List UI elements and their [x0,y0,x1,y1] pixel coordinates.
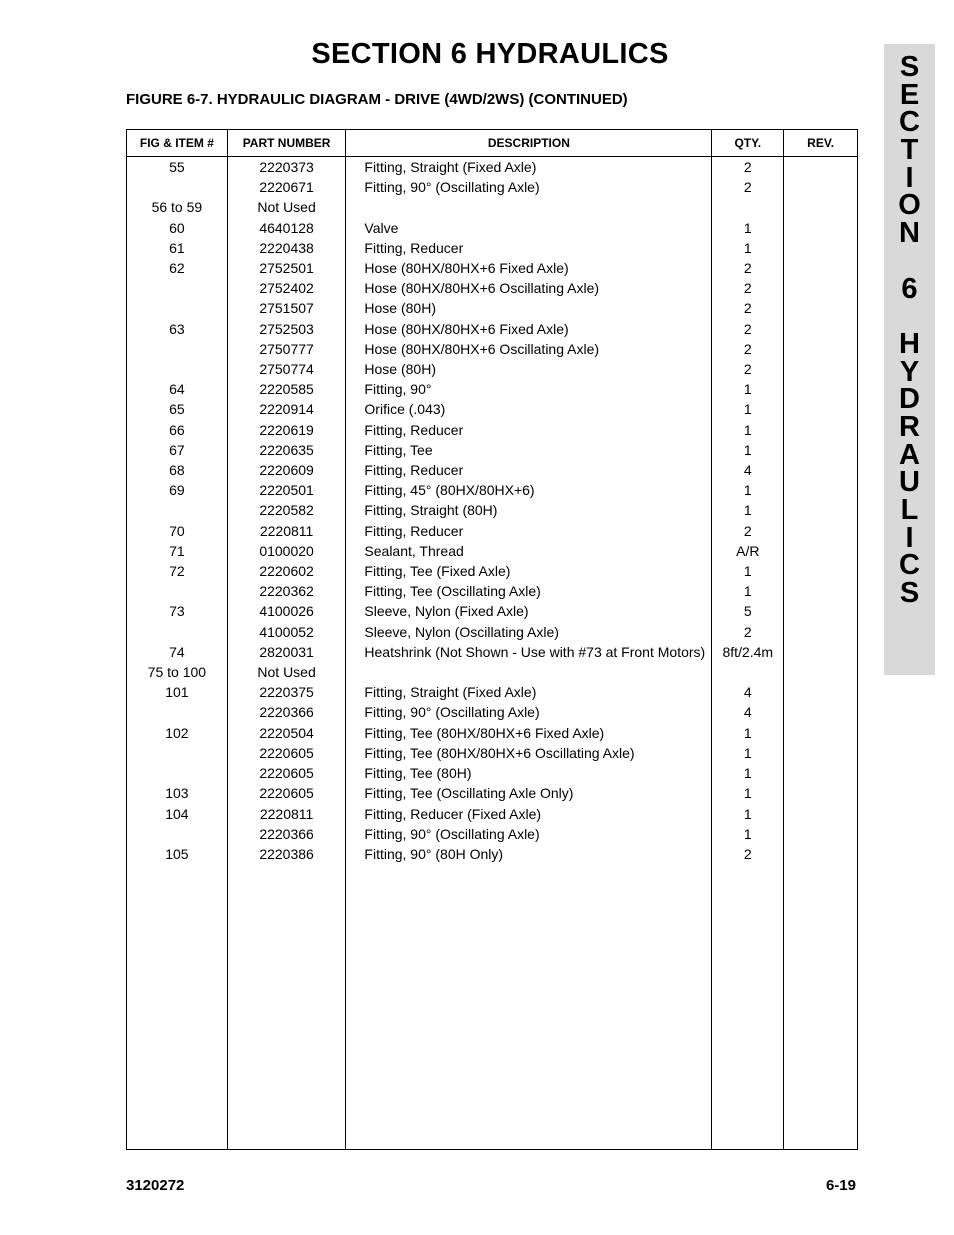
table-row [127,339,858,359]
part-number-cell: 0100020 [227,541,346,561]
table-filler-row [127,864,858,1149]
part-number-cell: 2220635 [227,440,346,460]
rev-cell [784,197,858,217]
qty-cell: 1 [712,804,784,824]
rev-cell [784,460,858,480]
part-number-cell: 2752503 [227,319,346,339]
qty-cell: 1 [712,480,784,500]
rev-cell [784,298,858,318]
rev-cell [784,601,858,621]
section-tab-letter: A [899,438,920,471]
rev-cell [784,399,858,419]
qty-cell: 4 [712,460,784,480]
description-cell: Fitting, 90° (Oscillating Axle) [346,702,712,722]
rev-cell [784,379,858,399]
table-row [127,218,858,238]
table-row [127,278,858,298]
qty-cell: 1 [712,723,784,743]
qty-cell: 4 [712,702,784,722]
part-number-cell: 4100026 [227,601,346,621]
description-cell: Fitting, Straight (Fixed Axle) [346,682,712,702]
fig-item-cell: 63 [127,319,228,339]
fig-item-cell [127,763,228,783]
fig-item-cell: 68 [127,460,228,480]
section-tab-letter: S [899,577,920,610]
qty-cell: 2 [712,844,784,864]
rev-cell [784,824,858,844]
qty-cell: 1 [712,561,784,581]
fig-item-cell: 61 [127,238,228,258]
description-cell: Fitting, Tee (80HX/80HX+6 Oscillating Axle) [346,743,712,763]
col-header-qty: QTY. [712,130,784,157]
qty-cell: 1 [712,218,784,238]
fig-item-cell: 60 [127,218,228,238]
rev-cell [784,581,858,601]
part-number-cell: 2220375 [227,682,346,702]
qty-cell: 2 [712,339,784,359]
description-cell: Hose (80HX/80HX+6 Fixed Axle) [346,319,712,339]
description-cell: Hose (80HX/80HX+6 Fixed Axle) [346,258,712,278]
rev-cell [784,763,858,783]
description-cell: Fitting, Tee (Oscillating Axle Only) [346,783,712,803]
section-tab-letter: C [899,106,920,139]
rev-cell [784,662,858,682]
part-number-cell: 4640128 [227,218,346,238]
fig-item-cell: 62 [127,258,228,278]
description-cell: Fitting, 90° (Oscillating Axle) [346,177,712,197]
rev-cell [784,804,858,824]
description-cell: Fitting, Tee [346,440,712,460]
description-cell: Fitting, 90° (Oscillating Axle) [346,824,712,844]
qty-cell: 2 [712,258,784,278]
qty-cell: 2 [712,319,784,339]
table-row [127,157,858,178]
table-row [127,783,858,803]
fig-item-cell [127,743,228,763]
section-tab-letter: I [905,161,914,194]
table-row [127,541,858,561]
section-tab-letter: L [900,494,919,526]
qty-cell: 2 [712,298,784,318]
part-number-cell: 2220811 [227,521,346,541]
part-number-cell: 2220619 [227,420,346,440]
part-number-cell: 2220811 [227,804,346,824]
section-tab-letter: R [899,410,920,443]
section-tab-letter: C [899,549,920,582]
section-tab-letter: U [899,466,920,499]
section-tab-letter: S [899,51,920,83]
empty-cell [712,864,784,1149]
empty-cell [227,864,346,1149]
fig-item-cell: 104 [127,804,228,824]
rev-cell [784,723,858,743]
rev-cell [784,480,858,500]
part-number-cell: 2220438 [227,238,346,258]
fig-item-cell [127,824,228,844]
document-number: 3120272 [126,1177,185,1194]
table-row [127,379,858,399]
table-row [127,420,858,440]
table-row [127,763,858,783]
qty-cell: 1 [712,824,784,844]
part-number-cell: 2752402 [227,278,346,298]
part-number-cell: 2751507 [227,298,346,318]
qty-cell: 1 [712,238,784,258]
section-title: SECTION 6 HYDRAULICS [311,38,669,70]
rev-cell [784,702,858,722]
part-number-cell: 2220582 [227,500,346,520]
part-number-cell: 2220386 [227,844,346,864]
rev-cell [784,420,858,440]
table-row [127,844,858,864]
qty-cell: 1 [712,379,784,399]
col-header-fig-item: FIG & ITEM # [127,130,228,157]
rev-cell [784,642,858,662]
description-cell: Fitting, Tee (80H) [346,763,712,783]
part-number-cell: 2750774 [227,359,346,379]
section-tab-letter: I [905,521,914,554]
fig-item-cell: 73 [127,601,228,621]
rev-cell [784,278,858,298]
qty-cell: 2 [712,521,784,541]
fig-item-cell: 71 [127,541,228,561]
rev-cell [784,682,858,702]
description-cell: Fitting, Reducer [346,238,712,258]
section-tab-letter: T [900,134,919,167]
fig-item-cell: 55 [127,157,228,178]
description-cell: Fitting, 90° [346,379,712,399]
description-cell: Sealant, Thread [346,541,712,561]
table-row [127,460,858,480]
description-cell: Sleeve, Nylon (Fixed Axle) [346,601,712,621]
part-number-cell: 2220605 [227,743,346,763]
fig-item-cell: 64 [127,379,228,399]
table-row [127,601,858,621]
rev-cell [784,844,858,864]
parts-table [126,129,858,1150]
fig-item-cell [127,177,228,197]
section-tab-letters [884,51,935,610]
part-number-cell: 2220605 [227,783,346,803]
empty-cell [346,864,712,1149]
table-row [127,804,858,824]
fig-item-cell [127,339,228,359]
qty-cell: 5 [712,601,784,621]
rev-cell [784,440,858,460]
col-header-rev: REV. [784,130,858,157]
part-number-cell: 2220366 [227,824,346,844]
description-cell: Hose (80HX/80HX+6 Oscillating Axle) [346,278,712,298]
description-cell: Hose (80H) [346,359,712,379]
description-cell: Fitting, Tee (Fixed Axle) [346,561,712,581]
table-row [127,622,858,642]
qty-cell: 1 [712,743,784,763]
fig-item-cell: 72 [127,561,228,581]
section-side-tab [884,44,935,675]
description-cell: Fitting, Reducer [346,420,712,440]
part-number-cell: 2220585 [227,379,346,399]
part-number-cell: 2220609 [227,460,346,480]
qty-cell: 4 [712,682,784,702]
part-number-cell: 2750777 [227,339,346,359]
qty-cell: 1 [712,440,784,460]
rev-cell [784,541,858,561]
rev-cell [784,238,858,258]
section-tab-letter: N [899,217,920,250]
description-cell: Hose (80HX/80HX+6 Oscillating Axle) [346,339,712,359]
description-cell: Fitting, Straight (Fixed Axle) [346,157,712,178]
part-number-cell: 4100052 [227,622,346,642]
figure-title: FIGURE 6-7. HYDRAULIC DIAGRAM - DRIVE (4WD/2WS) (CONTINUED) [126,91,628,108]
fig-item-cell: 105 [127,844,228,864]
table-row [127,359,858,379]
part-number-cell: 2220602 [227,561,346,581]
part-number-cell: 2220501 [227,480,346,500]
rev-cell [784,359,858,379]
qty-cell: A/R [712,541,784,561]
description-cell [346,197,712,217]
part-number-cell: 2220504 [227,723,346,743]
fig-item-cell: 74 [127,642,228,662]
table-row [127,319,858,339]
fig-item-cell: 56 to 59 [127,197,228,217]
rev-cell [784,783,858,803]
fig-item-cell [127,278,228,298]
qty-cell: 2 [712,359,784,379]
table-row [127,702,858,722]
fig-item-cell: 102 [127,723,228,743]
description-cell: Sleeve, Nylon (Oscillating Axle) [346,622,712,642]
table-row [127,238,858,258]
part-number-cell: 2220914 [227,399,346,419]
description-cell [346,662,712,682]
part-number-cell: 2820031 [227,642,346,662]
section-tab-letter: 6 [901,272,918,305]
part-number-cell: Not Used [227,662,346,682]
col-header-description: DESCRIPTION [346,130,712,157]
description-cell: Orifice (.043) [346,399,712,419]
qty-cell: 2 [712,278,784,298]
table-row [127,561,858,581]
description-cell: Fitting, Straight (80H) [346,500,712,520]
qty-cell: 2 [712,157,784,178]
table-row [127,177,858,197]
fig-item-cell [127,500,228,520]
fig-item-cell: 70 [127,521,228,541]
qty-cell: 1 [712,783,784,803]
section-tab-letter: E [899,78,920,111]
description-cell: Fitting, Reducer [346,521,712,541]
fig-item-cell: 103 [127,783,228,803]
table-row [127,682,858,702]
rev-cell [784,177,858,197]
section-tab-letter: O [898,189,921,222]
section-tab-letter: D [899,383,920,416]
rev-cell [784,258,858,278]
fig-item-cell: 69 [127,480,228,500]
description-cell: Hose (80H) [346,298,712,318]
part-number-cell: 2220671 [227,177,346,197]
table-row [127,440,858,460]
table-row [127,399,858,419]
fig-item-cell [127,581,228,601]
qty-cell: 1 [712,420,784,440]
qty-cell [712,197,784,217]
page-number: 6-19 [825,1177,856,1194]
fig-item-cell [127,622,228,642]
fig-item-cell: 75 to 100 [127,662,228,682]
table-row [127,521,858,541]
rev-cell [784,622,858,642]
table-row [127,197,858,217]
part-number-cell: 2752501 [227,258,346,278]
fig-item-cell [127,702,228,722]
table-header-row [127,130,858,157]
empty-cell [784,864,858,1149]
table-row [127,824,858,844]
table-row [127,500,858,520]
description-cell: Fitting, Tee (80HX/80HX+6 Fixed Axle) [346,723,712,743]
part-number-cell: 2220605 [227,763,346,783]
qty-cell: 1 [712,763,784,783]
table-row [127,723,858,743]
section-tab-letter [884,248,935,276]
description-cell: Valve [346,218,712,238]
table-row [127,743,858,763]
rev-cell [784,218,858,238]
table-row [127,581,858,601]
description-cell: Fitting, Reducer (Fixed Axle) [346,804,712,824]
fig-item-cell: 67 [127,440,228,460]
rev-cell [784,319,858,339]
description-cell: Fitting, 45° (80HX/80HX+6) [346,480,712,500]
fig-item-cell [127,298,228,318]
fig-item-cell: 65 [127,399,228,419]
rev-cell [784,500,858,520]
part-number-cell: 2220373 [227,157,346,178]
qty-cell: 8ft/2.4m [712,642,784,662]
description-cell: Heatshrink (Not Shown - Use with #73 at Front Motors) [346,642,712,662]
section-tab-letter: H [899,327,920,360]
qty-cell: 1 [712,581,784,601]
qty-cell: 1 [712,399,784,419]
table-row [127,480,858,500]
section-tab-letter [884,303,935,331]
rev-cell [784,743,858,763]
col-header-part-number: PART NUMBER [227,130,346,157]
part-number-cell: Not Used [227,197,346,217]
rev-cell [784,339,858,359]
qty-cell: 2 [712,622,784,642]
table-row [127,642,858,662]
fig-item-cell: 101 [127,682,228,702]
empty-cell [127,864,228,1149]
part-number-cell: 2220362 [227,581,346,601]
rev-cell [784,157,858,178]
table-row [127,258,858,278]
table-row [127,662,858,682]
table-row [127,298,858,318]
fig-item-cell: 66 [127,420,228,440]
description-cell: Fitting, Tee (Oscillating Axle) [346,581,712,601]
fig-item-cell [127,359,228,379]
qty-cell: 1 [712,500,784,520]
part-number-cell: 2220366 [227,702,346,722]
description-cell: Fitting, Reducer [346,460,712,480]
qty-cell [712,662,784,682]
parts-table-body [127,157,858,1150]
rev-cell [784,561,858,581]
qty-cell: 2 [712,177,784,197]
description-cell: Fitting, 90° (80H Only) [346,844,712,864]
rev-cell [784,521,858,541]
section-tab-letter: Y [899,355,920,388]
